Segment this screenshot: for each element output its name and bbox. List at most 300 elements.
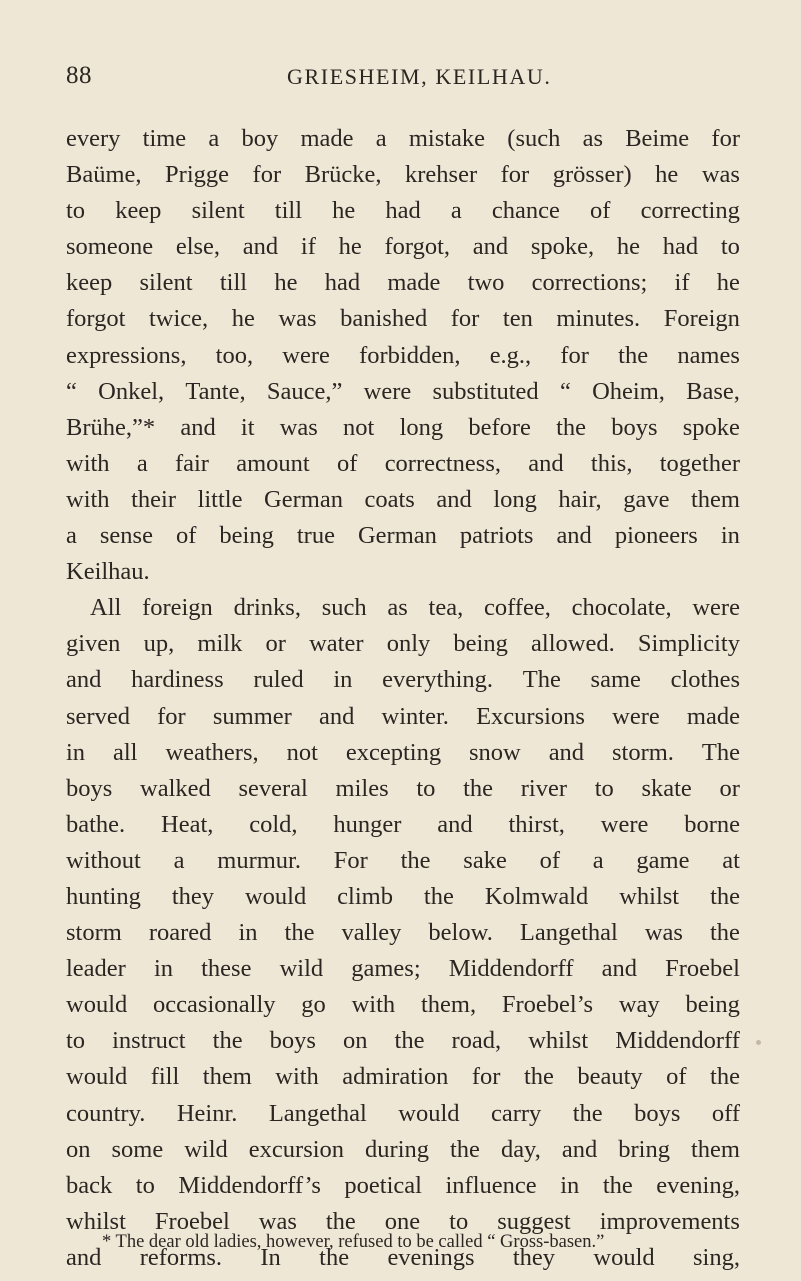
page-number: 88	[66, 62, 92, 89]
word: without	[66, 846, 141, 874]
text-line	[66, 265, 740, 301]
word: he	[231, 305, 255, 333]
word: “	[559, 377, 571, 405]
word: it	[240, 413, 255, 441]
word: two	[467, 269, 505, 297]
word: to	[449, 1207, 469, 1235]
word: drinks,	[233, 594, 301, 622]
word: roared	[148, 919, 212, 947]
word: to	[594, 774, 614, 802]
word: were	[363, 377, 412, 405]
word: ruled	[253, 666, 304, 694]
word: long	[493, 485, 537, 513]
word: spoke,	[530, 233, 595, 261]
word: time	[142, 125, 187, 152]
word: Middendorff	[448, 955, 574, 983]
word: if	[300, 233, 316, 261]
word: were	[282, 341, 330, 369]
word: instruct	[112, 1027, 186, 1055]
word: for	[157, 702, 186, 730]
word: twice,	[149, 305, 209, 333]
text-line	[66, 193, 740, 229]
text-line	[66, 1168, 740, 1204]
text-line	[66, 157, 740, 193]
word: Keilhau.	[66, 558, 150, 586]
word: he	[332, 197, 356, 225]
word: In	[260, 1243, 281, 1271]
word: evenings	[387, 1243, 475, 1271]
word: during	[365, 1135, 429, 1163]
word: hunting	[66, 882, 141, 910]
word: till	[274, 197, 303, 225]
word: were	[692, 594, 740, 622]
word: coffee,	[483, 594, 551, 622]
body-text	[66, 121, 740, 1276]
word: ten	[502, 305, 533, 333]
word: had	[385, 197, 421, 225]
text-line	[66, 771, 740, 807]
word: below.	[428, 919, 493, 947]
word: to	[720, 233, 740, 261]
word: some	[111, 1135, 164, 1163]
text-line	[66, 662, 740, 698]
word: true	[296, 522, 335, 550]
word: for	[500, 161, 530, 189]
word: go	[301, 991, 326, 1019]
word: them,	[420, 991, 477, 1019]
word: to	[135, 1171, 155, 1199]
word: Prigge	[165, 161, 230, 189]
word: with	[66, 485, 110, 513]
word: was	[644, 919, 683, 947]
word: suggest	[497, 1207, 571, 1235]
text-line	[66, 229, 740, 265]
word: grösser)	[552, 161, 632, 189]
word: correctness,	[384, 449, 502, 477]
word: influence	[445, 1171, 537, 1199]
text-line	[66, 807, 740, 843]
margin-mark	[756, 1040, 761, 1045]
word: Baüme,	[66, 161, 142, 189]
text-line	[66, 554, 740, 590]
word: The	[522, 666, 561, 694]
word: the	[572, 1099, 603, 1127]
word: pioneers	[614, 522, 698, 550]
word: day,	[500, 1135, 541, 1163]
text-line	[66, 374, 740, 410]
word: the	[618, 341, 649, 369]
word: back	[66, 1171, 113, 1199]
word: snow	[469, 738, 521, 766]
word: krehser	[405, 161, 478, 189]
word: Froebel’s	[501, 991, 594, 1019]
word: with	[275, 1063, 319, 1091]
word: in	[66, 738, 86, 766]
word: long	[399, 413, 444, 441]
word: borne	[684, 810, 740, 838]
word: a	[208, 125, 220, 152]
word: (such	[507, 125, 561, 152]
word: the	[325, 1207, 356, 1235]
word: was	[701, 161, 740, 189]
word: the	[450, 1135, 480, 1163]
word: keep	[115, 197, 162, 225]
word: the	[284, 919, 315, 947]
word: a	[173, 846, 185, 874]
word: he	[274, 269, 298, 297]
text-line	[66, 590, 740, 626]
word: and	[528, 449, 564, 477]
word: boys	[634, 1099, 681, 1127]
word: and	[318, 702, 355, 730]
word: off	[711, 1099, 740, 1127]
text-line	[66, 843, 740, 879]
word: Foreign	[663, 305, 740, 333]
word: admiration	[342, 1063, 449, 1091]
word: on	[66, 1135, 91, 1163]
word: in	[560, 1171, 580, 1199]
word: boys	[611, 413, 658, 441]
word: the	[423, 882, 454, 910]
text-line	[66, 915, 740, 951]
word: fill	[150, 1063, 180, 1091]
word: not	[286, 738, 318, 766]
word: he	[338, 233, 362, 261]
word: chocolate,	[571, 594, 672, 622]
word: storm.	[612, 738, 674, 766]
word: mistake	[408, 125, 486, 152]
word: Simplicity	[637, 630, 740, 658]
word: fair	[174, 449, 209, 477]
word: such	[321, 594, 367, 622]
word: a	[592, 846, 604, 874]
word: Middendorff’s	[178, 1171, 321, 1199]
word: these	[201, 955, 252, 983]
word: for	[711, 125, 740, 152]
word: poetical	[344, 1171, 422, 1199]
word: game	[636, 846, 690, 874]
word: boys	[269, 1027, 316, 1055]
word: Oheim,	[592, 377, 665, 405]
word: weathers,	[165, 738, 259, 766]
word: made	[300, 125, 354, 152]
word: with	[351, 991, 396, 1019]
word: had	[324, 269, 361, 297]
text-line	[66, 338, 740, 374]
word: till	[219, 269, 248, 297]
word: had	[662, 233, 699, 261]
word: tea,	[428, 594, 464, 622]
word: summer	[212, 702, 292, 730]
word: Heat,	[161, 810, 214, 838]
text-line	[66, 735, 740, 771]
word: boy	[241, 125, 279, 152]
word: or	[719, 774, 740, 802]
word: Heinr.	[176, 1099, 238, 1127]
text-line	[66, 446, 740, 482]
word: and	[66, 1243, 102, 1271]
word: Beime	[625, 125, 690, 152]
word: in	[333, 666, 353, 694]
word: silent	[139, 269, 193, 297]
word: Kolmwald	[484, 882, 589, 910]
word: excursion	[248, 1135, 345, 1163]
word: a	[136, 449, 148, 477]
word: silent	[191, 197, 245, 225]
word: All	[90, 594, 122, 622]
word: Base,	[686, 377, 740, 405]
word: substituted	[432, 377, 539, 405]
word: and	[472, 233, 509, 261]
word: leader	[66, 955, 126, 983]
word: improvements	[599, 1207, 740, 1235]
word: as	[582, 125, 603, 152]
word: wild	[279, 955, 324, 983]
word: as	[387, 594, 408, 622]
word: bring	[618, 1135, 670, 1163]
word: a	[450, 197, 462, 225]
word: Brühe,”*	[66, 413, 156, 441]
word: and	[561, 1135, 598, 1163]
word: and	[242, 233, 279, 261]
word: of	[590, 197, 611, 225]
word: the	[319, 1243, 350, 1271]
word: road,	[451, 1027, 502, 1055]
word: them	[202, 1063, 252, 1091]
word: the	[394, 1027, 425, 1055]
word: their	[131, 485, 177, 513]
word: The	[701, 738, 740, 766]
word: country.	[66, 1099, 146, 1127]
word: and	[66, 666, 102, 694]
word: every	[66, 125, 121, 152]
word: spoke	[682, 413, 740, 441]
word: sing,	[693, 1243, 740, 1271]
word: beauty	[577, 1063, 643, 1091]
word: gave	[623, 485, 670, 513]
word: a	[66, 522, 77, 550]
word: would	[244, 882, 307, 910]
word: the	[463, 774, 494, 802]
word: and	[556, 522, 592, 550]
word: banished	[340, 305, 428, 333]
word: whilst	[619, 882, 680, 910]
word: to	[416, 774, 436, 802]
word: a	[375, 125, 387, 152]
word: before	[468, 413, 531, 441]
word: someone	[66, 233, 154, 261]
word: Langethal	[268, 1099, 367, 1127]
word: reforms.	[139, 1243, 223, 1271]
word: or	[265, 630, 286, 658]
word: and	[437, 810, 473, 838]
word: the	[710, 1063, 740, 1091]
word: would	[398, 1099, 460, 1127]
word: Onkel,	[98, 377, 165, 405]
word: excepting	[345, 738, 442, 766]
word: would	[66, 1063, 128, 1091]
text-line	[66, 951, 740, 987]
word: them	[690, 1135, 740, 1163]
word: were	[612, 702, 660, 730]
word: names	[677, 341, 740, 369]
word: thirst,	[508, 810, 565, 838]
word: “	[66, 377, 77, 405]
word: Froebel	[154, 1207, 230, 1235]
text-line	[66, 301, 740, 337]
word: Middendorff	[615, 1027, 740, 1055]
word: clothes	[670, 666, 740, 694]
word: the	[212, 1027, 243, 1055]
word: the	[400, 846, 431, 874]
word: For	[333, 846, 368, 874]
footnote: * The dear old ladies, however, refused to be called “ Gross-basen.”	[102, 1232, 605, 1252]
word: occasionally	[153, 991, 276, 1019]
word: whilst	[528, 1027, 589, 1055]
word: Tante,	[185, 377, 246, 405]
word: carry	[490, 1099, 542, 1127]
word: them	[691, 485, 740, 513]
word: little	[197, 485, 243, 513]
word: murmur.	[217, 846, 301, 874]
word: same	[590, 666, 641, 694]
word: for	[560, 341, 589, 369]
text-line	[66, 1023, 740, 1059]
word: chance	[491, 197, 560, 225]
word: made	[686, 702, 740, 730]
word: given	[66, 630, 121, 658]
word: to	[66, 197, 86, 225]
word: everything.	[382, 666, 494, 694]
word: hair,	[558, 485, 602, 513]
word: whilst	[66, 1207, 126, 1235]
word: of	[539, 846, 561, 874]
word: German	[357, 522, 437, 550]
word: and	[548, 738, 585, 766]
word: keep	[66, 269, 113, 297]
word: were	[600, 810, 649, 838]
word: made	[387, 269, 441, 297]
word: and	[436, 485, 472, 513]
text-line	[66, 518, 740, 554]
word: German	[264, 485, 343, 513]
word: several	[238, 774, 308, 802]
word: too,	[215, 341, 254, 369]
word: of	[337, 449, 358, 477]
text-line	[66, 1132, 740, 1168]
word: together	[659, 449, 740, 477]
running-title: GRIESHEIM, KEILHAU.	[287, 64, 552, 89]
word: Sauce,”	[266, 377, 343, 405]
word: e.g.,	[489, 341, 532, 369]
word: walked	[140, 774, 211, 802]
word: amount	[236, 449, 310, 477]
word: valley	[341, 919, 402, 947]
word: was	[258, 1207, 297, 1235]
word: would	[66, 991, 128, 1019]
word: games;	[351, 955, 421, 983]
word: on	[342, 1027, 368, 1055]
word: only	[386, 630, 431, 658]
word: served	[66, 702, 130, 730]
word: to	[66, 1027, 86, 1055]
word: way	[618, 991, 660, 1019]
word: this,	[590, 449, 633, 477]
word: expressions,	[66, 341, 187, 369]
text-line	[66, 879, 740, 915]
word: minutes.	[556, 305, 641, 333]
word: cold,	[249, 810, 298, 838]
word: the	[710, 919, 740, 947]
word: else,	[175, 233, 221, 261]
word: up,	[143, 630, 175, 658]
word: evening,	[656, 1171, 740, 1199]
word: milk	[197, 630, 243, 658]
word: boys	[66, 774, 113, 802]
word: coats	[364, 485, 415, 513]
word: would	[593, 1243, 655, 1271]
text-line	[66, 699, 740, 735]
word: was	[279, 413, 318, 441]
word: they	[171, 882, 215, 910]
word: being	[453, 630, 508, 658]
word: wild	[184, 1135, 228, 1163]
word: forgot,	[384, 233, 451, 261]
word: winter.	[381, 702, 449, 730]
word: miles	[335, 774, 389, 802]
word: water	[309, 630, 364, 658]
word: being	[685, 991, 740, 1019]
word: the	[523, 1063, 554, 1091]
word: storm	[66, 919, 122, 947]
word: Langethal	[519, 919, 618, 947]
word: river	[520, 774, 567, 802]
text-line	[66, 987, 740, 1023]
word: climb	[337, 882, 393, 910]
word: one	[384, 1207, 421, 1235]
word: he	[716, 269, 740, 297]
word: Brücke,	[304, 161, 382, 189]
word: bathe.	[66, 810, 126, 838]
text-line	[66, 626, 740, 662]
text-line	[66, 1096, 740, 1132]
word: all	[113, 738, 138, 766]
word: at	[722, 846, 740, 874]
word: hardiness	[131, 666, 224, 694]
word: the	[710, 882, 740, 910]
word: of	[666, 1063, 687, 1091]
word: Froebel	[665, 955, 740, 983]
word: he	[616, 233, 641, 261]
word: forbidden,	[359, 341, 461, 369]
word: allowed.	[531, 630, 615, 658]
word: for	[252, 161, 282, 189]
word: correcting	[640, 197, 740, 225]
word: not	[343, 413, 375, 441]
text-line	[66, 410, 740, 446]
word: was	[278, 305, 317, 333]
word: for	[450, 305, 480, 333]
word: foreign	[142, 594, 213, 622]
word: sense	[99, 522, 153, 550]
word: in	[238, 919, 258, 947]
word: skate	[641, 774, 692, 802]
word: Excursions	[476, 702, 585, 730]
word: hunger	[333, 810, 402, 838]
word: and	[180, 413, 216, 441]
word: sake	[463, 846, 507, 874]
word: the	[556, 413, 587, 441]
